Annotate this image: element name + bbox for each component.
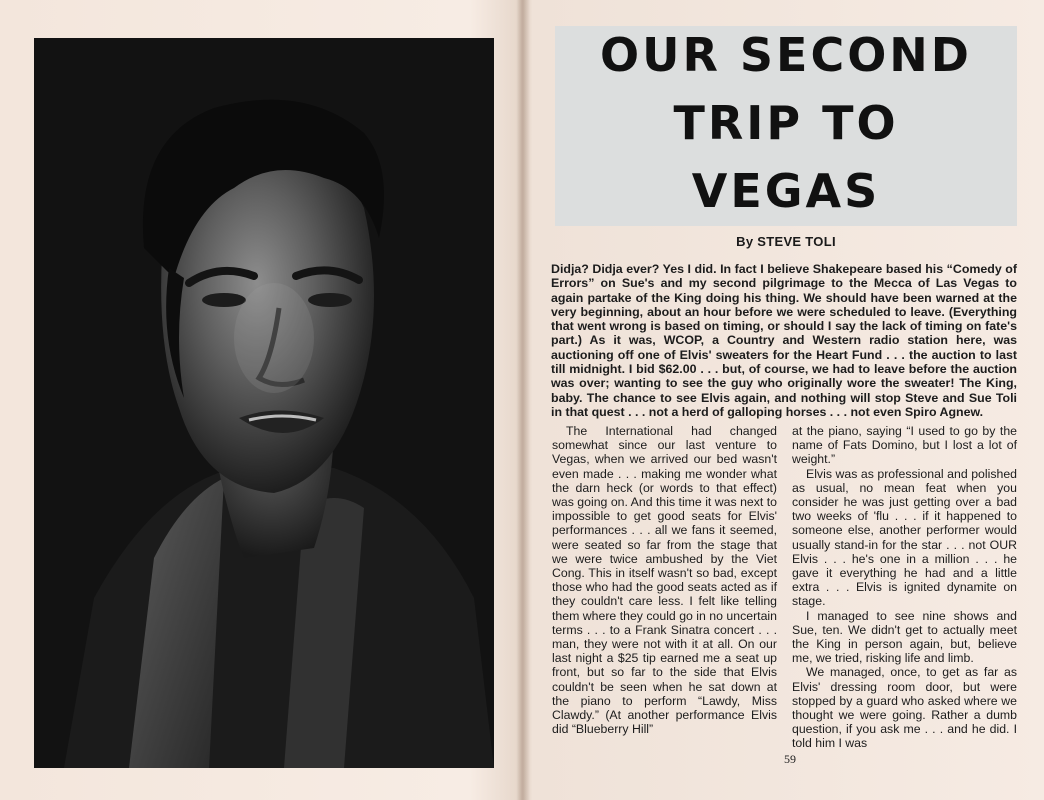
paragraph: Elvis was as professional and polished as usual, no mean feat when you consider he was just getting over a bad two weeks of 'flu . . . if it happened to someone else, another performer would usually stand-in for the star . . . not OUR Elvis . . . he's one in a million . . . he gave it everything he had and a little extra . . . Elvis is ignited dynamite on stage. — [792, 466, 1017, 609]
paragraph: at the piano, saying “I used to go by the name of Fats Domino, but I lost a lot of weight.” — [792, 424, 1017, 467]
title-line-1: OUR SECOND — [600, 28, 972, 82]
paragraph: The International had changed somewhat since our last venture to Vegas, when we arrived our bed wasn't even made . . . making me wonder what the darn heck (or words to that effect) was going on. And this time it was next to impossible to get good seats for Elvis' performances . . . all we fans it seemed, were seated so far from the stage that we were twice ambushed by the Viet Cong. This in itself wasn't so bad, except those who had the good seats acted as if they couldn't care less. I felt like telling them where they could go in no uncertain terms . . . to a Frank Sinatra concert . . . man, they were not with it at all. On our last night a $25 tip earned me a seat up front, but so far to the side that Elvis couldn't be seen when he sat down at the piano to perform “Lawdy, Miss Clawdy.” (At another performance Elvis did “Blueberry Hill” — [552, 424, 777, 737]
intro-paragraph: Didja? Didja ever? Yes I did. In fact I believe Shakepeare based his “Comedy of Errors” on Sue's and my second pilgrimage to the Mecca of Las Vegas to again partake of the King doing his thing. We should have been warned at the very beginning, about an hour before we were scheduled to leave. (Everything that went wrong is based on timing, or should I say the lack of timing on fate's part.) As it was, WCOP, a Country and Western radio station here, was auctioning off one of Elvis' sweaters for the Heart Fund . . . the auction to last till midnight. I bid $62.00 . . . but, of course, we had to leave before the auction was over; wanting to see the guy who originally wore the sweater! The King, baby. The chance to see Elvis again, and nothing will stop Steve and Sue Toli in that quest . . . not a herd of galloping horses . . . not even Spiro Agnew. — [551, 262, 1017, 419]
left-page — [0, 0, 520, 800]
body-column-right — [792, 424, 1017, 751]
portrait-illustration — [34, 38, 494, 768]
portrait-photo — [34, 38, 494, 768]
body-column-left — [552, 424, 777, 736]
page-number: 59 — [784, 752, 796, 766]
page-gutter — [516, 0, 530, 800]
article-title — [555, 26, 1017, 226]
title-line-2: TRIP TO — [673, 96, 899, 150]
title-line-3: VEGAS — [691, 164, 881, 218]
right-page — [530, 0, 1044, 800]
byline: By STEVE TOLI — [736, 234, 836, 249]
paragraph: I managed to see nine shows and Sue, ten. We didn't get to actually meet the King in person again, but, believe me, we tried, risking life and limb. — [792, 608, 1017, 666]
paragraph: We managed, once, to get as far as Elvis' dressing room door, but were stopped by a guard who asked where we thought we were going. Rather a dumb question, if you ask me . . . and he did. I told him I was — [792, 665, 1017, 751]
